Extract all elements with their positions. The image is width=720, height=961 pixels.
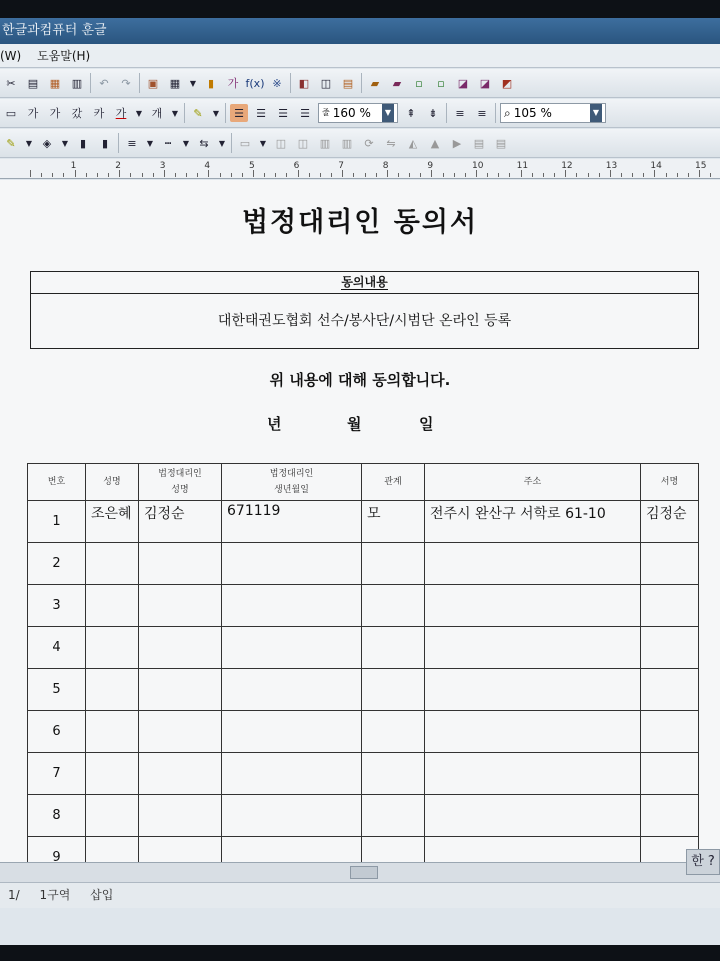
mail-merge-icon[interactable]: ◩ [501,76,513,90]
status-insert-mode[interactable]: 삽입 [90,888,114,902]
header-guardian-name: 법정대리인 성명 [139,464,222,501]
chevron-down-icon[interactable]: ▼ [590,104,602,122]
align-right-icon[interactable]: ☰ [300,106,310,120]
ruler-tick [465,173,466,177]
line-style-icon[interactable]: ≡ [127,136,137,150]
cell-name[interactable] [86,627,139,669]
spacing-decrease-icon[interactable]: ⇟ [428,106,438,120]
ruler-tick [164,170,165,177]
ruler-tick [409,173,410,177]
chart-icon[interactable]: ▮ [207,76,215,90]
header-name: 성명 [86,464,139,501]
zoom-select[interactable] [500,103,606,123]
chevron-down-icon[interactable]: ▼ [218,138,226,148]
ruler-tick [610,170,611,177]
cell-relation[interactable] [362,669,425,711]
ruler-number: 10 [472,161,484,171]
ruler-tick [599,173,600,177]
status-bar [0,882,720,908]
separator [361,73,362,93]
endnote-icon[interactable]: ▫ [437,76,445,90]
standard-toolbar [0,69,720,98]
cell-number[interactable]: 7 [28,753,86,795]
cell-signature[interactable] [641,627,699,669]
bring-forward-icon[interactable]: ▮ [79,136,87,150]
more-icon[interactable]: ▤ [495,136,507,150]
ruler-number: 11 [516,161,529,171]
shape-icon[interactable]: ◪ [457,76,469,90]
cell-address[interactable] [425,585,641,627]
ruler-tick [175,173,176,177]
ruler-tick [621,173,622,177]
ruler-tick [242,173,243,177]
table-row [28,501,699,543]
ruler-tick [97,173,98,177]
separator [118,133,119,153]
table-row [28,669,699,711]
cell-name[interactable] [86,669,139,711]
highlight-icon[interactable]: ✎ [193,106,203,120]
cell-relation[interactable] [362,585,425,627]
align-left-icon[interactable]: ☰ [256,106,266,120]
draw-text-icon[interactable]: 가 [227,77,239,90]
ruler-tick [286,173,287,177]
ruler-tick [588,173,589,177]
cell-relation[interactable]: 모 [362,501,425,543]
cell-guardian-name[interactable] [139,795,222,837]
ruler-number: 15 [695,161,707,171]
ruler-tick [86,173,87,177]
ruler-tick [63,173,64,177]
cell-address[interactable] [425,711,641,753]
ruler-tick [342,170,343,177]
table-icon[interactable]: ▦ [169,76,181,90]
ruler-tick [320,173,321,177]
table-row [28,795,699,837]
consent-box [30,271,699,349]
ruler-tick [710,173,711,177]
flip-icon[interactable]: ⇋ [386,136,396,150]
separator [290,73,291,93]
spacing-increase-icon[interactable]: ⇞ [406,106,416,120]
ruler-tick [476,170,477,177]
ruler-tick [677,173,678,177]
line-spacing-label-icon: 줄 [322,108,330,117]
bullet-list-icon[interactable]: ≡ [477,106,487,120]
formula-icon[interactable]: f(x) [245,76,265,90]
cell-address[interactable] [425,795,641,837]
cell-guardian-birthdate[interactable] [222,711,362,753]
ruler-tick [643,173,644,177]
cell-relation[interactable] [362,543,425,585]
style-box-icon[interactable]: ▭ [5,106,17,120]
ruler-tick [699,170,700,177]
ruler-tick [253,170,254,177]
cell-guardian-name[interactable] [139,627,222,669]
ruler-tick [197,173,198,177]
ruler-tick [532,173,533,177]
consent-header-text: 동의내용 [341,275,388,289]
ruler-number: 9 [427,161,434,171]
arrow-style-icon[interactable]: ⇆ [199,136,209,150]
chevron-down-icon[interactable]: ▼ [189,78,197,88]
cell-guardian-name[interactable] [139,753,222,795]
header-guardian-birthdate: 법정대리인 생년월일 [222,464,362,501]
ruler-tick [654,170,655,177]
strikethrough-icon[interactable]: 카 [93,107,105,120]
cell-guardian-name[interactable] [139,837,222,863]
distribute-icon[interactable]: ▥ [341,136,353,150]
ruler-tick [52,173,53,177]
cell-number[interactable]: 2 [28,543,86,585]
ruler-tick [331,173,332,177]
ruler-tick [376,173,377,177]
ruler-tick [153,173,154,177]
table-row [28,543,699,585]
ruler-tick [353,173,354,177]
chevron-down-icon[interactable]: ▼ [182,138,190,148]
ruler-number: 12 [561,161,573,171]
cell-guardian-name[interactable] [139,711,222,753]
drawing-toolbar [0,129,720,158]
ungroup-icon[interactable]: ◫ [297,136,309,150]
cell-name[interactable] [86,543,139,585]
ruler-number: 1 [70,161,77,171]
ruler-tick [365,173,366,177]
cell-address[interactable] [425,627,641,669]
cell-guardian-birthdate[interactable] [222,543,362,585]
ruler-number: 3 [159,161,166,171]
ruler-tick [186,173,187,177]
cell-guardian-birthdate[interactable] [222,795,362,837]
ruler-tick [30,170,31,177]
ruler-tick [220,173,221,177]
table-row [28,753,699,795]
header-number: 번호 [28,464,86,501]
menu-item-window[interactable]: (W) [0,49,22,63]
chevron-down-icon[interactable]: ▼ [259,138,267,148]
cell-relation[interactable] [362,627,425,669]
line-color-icon[interactable]: ✎ [6,136,16,150]
menu-item-help[interactable]: 도움말(H) [37,49,91,63]
fill-color-icon[interactable]: ◈ [42,136,52,150]
table-row [28,837,699,863]
rotate-icon[interactable]: ⟳ [364,136,374,150]
ruler-tick [130,173,131,177]
ruler-tick [431,170,432,177]
cell-name[interactable] [86,837,139,863]
ruler-number: 5 [249,161,255,171]
cell-guardian-name[interactable] [139,585,222,627]
ruler-tick [309,173,310,177]
scrollbar-thumb[interactable] [350,866,378,879]
shadow-icon[interactable]: ▭ [239,136,251,150]
input-language-indicator[interactable]: 한 ? [686,849,720,875]
cell-guardian-name[interactable] [139,543,222,585]
ruler-tick [142,173,143,177]
chevron-down-icon[interactable]: ▼ [25,138,33,148]
chevron-down-icon[interactable]: ▼ [146,138,154,148]
header-address: 주소 [425,464,641,501]
chevron-down-icon[interactable]: ▼ [382,104,394,122]
cell-signature[interactable] [641,753,699,795]
ruler-number: 14 [650,161,662,171]
ruler-tick [454,173,455,177]
header-relation: 관계 [362,464,425,501]
cell-signature[interactable] [641,669,699,711]
ruler-tick [554,173,555,177]
char-shape-icon[interactable]: 개 [151,107,163,120]
separator [90,73,91,93]
shape-2-icon[interactable]: ◪ [479,76,491,90]
cell-guardian-name[interactable]: 김정순 [139,501,222,543]
undo-icon[interactable]: ↶ [99,76,109,90]
separator [446,103,447,123]
footnote-icon[interactable]: ▫ [415,76,423,90]
redo-icon[interactable]: ↷ [121,76,131,90]
align-justify-icon[interactable]: ☰ [230,104,248,122]
numbered-list-icon[interactable]: ≡ [455,106,465,120]
separator [184,103,185,123]
cell-signature[interactable]: 김정순 [641,501,699,543]
cell-number[interactable]: 3 [28,585,86,627]
copy-format-icon[interactable]: ▦ [49,76,61,90]
consent-header [31,272,698,294]
menu-bar [0,44,720,68]
table-row [28,711,699,753]
cell-number[interactable]: 6 [28,711,86,753]
footer-icon[interactable]: ▰ [392,76,402,90]
line-dash-icon[interactable]: ┅ [164,136,172,150]
window-title: 한글과컴퓨터 훈글 [2,23,107,38]
zoom-icon: ⌕ [504,106,511,120]
date-day: 일 [419,415,434,433]
agree-statement: 위 내용에 대해 동의합니다. [269,371,451,389]
table-header-row [28,464,699,501]
cell-relation[interactable] [362,837,425,863]
memo-icon[interactable]: ▤ [342,76,354,90]
ruler-number: 4 [204,161,211,171]
ruler-tick [298,170,299,177]
cut-icon[interactable]: ✂ [6,76,16,90]
date-year: 년 [267,415,282,433]
ruler-tick [264,173,265,177]
cell-name[interactable] [86,753,139,795]
cell-number[interactable]: 1 [28,501,86,543]
shape-3d-icon[interactable]: ◭ [408,136,418,150]
cell-address[interactable] [425,669,641,711]
cell-relation[interactable] [362,711,425,753]
cell-number[interactable]: 9 [28,837,86,863]
status-section: 1구역 [39,888,71,902]
ruler-tick [576,173,577,177]
ruler-tick [75,170,76,177]
cell-name[interactable] [86,711,139,753]
cell-signature[interactable] [641,711,699,753]
hyperlink-icon[interactable]: ◫ [320,76,332,90]
header-signature: 서명 [641,464,699,501]
ruler-number: 2 [115,161,121,171]
header-icon[interactable]: ▰ [370,76,380,90]
cell-relation[interactable] [362,753,425,795]
ruler-tick [387,170,388,177]
cell-guardian-birthdate[interactable] [222,585,362,627]
cell-guardian-birthdate[interactable] [222,753,362,795]
format-toolbar [0,99,720,128]
ruler-tick [108,173,109,177]
cell-number[interactable]: 8 [28,795,86,837]
cell-guardian-birthdate[interactable] [222,669,362,711]
chevron-down-icon[interactable]: ▼ [171,108,179,118]
table-row [28,627,699,669]
cell-name[interactable]: 조은혜 [86,501,139,543]
italic-icon[interactable]: 가 [49,107,61,120]
monitor-bezel-bottom [0,945,720,961]
send-backward-icon[interactable]: ▮ [101,136,109,150]
align-objects-icon[interactable]: ▥ [319,136,331,150]
ruler-tick [443,173,444,177]
picture-icon[interactable]: ▣ [147,76,159,90]
ruler-tick [666,173,667,177]
paste-icon[interactable]: ▤ [27,76,39,90]
separator [139,73,140,93]
separator [495,103,496,123]
ruler-tick [543,173,544,177]
ruler-number: 13 [605,161,618,171]
horizontal-scrollbar[interactable] [0,854,720,882]
group-icon[interactable]: ◫ [275,136,287,150]
ruler-tick [398,173,399,177]
chevron-down-icon[interactable]: ▼ [61,138,69,148]
ruler-tick [420,173,421,177]
ruler-tick [231,173,232,177]
cell-guardian-birthdate[interactable] [222,837,362,863]
zoom-value: 105 % [513,106,552,120]
ruler-tick [498,173,499,177]
bookmark-icon[interactable]: ◧ [298,76,310,90]
cell-address[interactable]: 전주시 완산구 서학로 61-10 [425,501,641,543]
ruler-tick [632,173,633,177]
cell-name[interactable] [86,585,139,627]
cell-signature[interactable] [641,585,699,627]
chevron-down-icon[interactable]: ▼ [135,108,143,118]
consent-text: 대한태권도협회 선수/봉사단/시범단 온라인 등록 [217,313,512,329]
horizontal-ruler[interactable] [0,159,720,179]
cell-number[interactable]: 5 [28,669,86,711]
symbol-icon[interactable]: ※ [272,76,282,90]
ruler-tick [521,170,522,177]
ruler-tick [509,173,510,177]
ruler-tick [565,170,566,177]
cell-signature[interactable] [641,543,699,585]
cell-name[interactable] [86,795,139,837]
table-row [28,585,699,627]
ruler-number: 6 [293,161,300,171]
title-bar [0,18,720,44]
cell-guardian-birthdate[interactable] [222,627,362,669]
ruler-tick [119,170,120,177]
ruler-tick [275,173,276,177]
cell-signature[interactable] [641,795,699,837]
separator [225,103,226,123]
ruler-tick [208,170,209,177]
chevron-down-icon[interactable]: ▼ [212,108,220,118]
cell-guardian-name[interactable] [139,669,222,711]
line-spacing-select[interactable] [318,103,398,123]
line-spacing-value: 160 % [332,106,371,120]
cell-address[interactable] [425,543,641,585]
cell-relation[interactable] [362,795,425,837]
ruler-number: 8 [382,161,389,171]
play-icon[interactable]: ▶ [452,136,462,150]
monitor-bezel-top [0,0,720,18]
separator [231,133,232,153]
cell-address[interactable] [425,753,641,795]
ruler-tick [41,173,42,177]
status-page: 1/ [8,888,20,902]
consent-table [27,463,699,862]
font-color-icon[interactable]: 가 [115,107,127,120]
ruler-number: 7 [338,161,344,171]
document-title: 법정대리인 동의서 [241,207,479,238]
align-center-icon[interactable]: ☰ [278,106,288,120]
underline-icon[interactable]: 갔 [71,107,83,120]
object-props-icon[interactable]: ▤ [473,136,485,150]
cell-address[interactable] [425,837,641,863]
triangle-icon[interactable]: ▲ [430,136,440,150]
date-month: 월 [347,415,362,433]
ruler-tick [688,173,689,177]
ruler-tick [487,173,488,177]
cell-number[interactable]: 4 [28,627,86,669]
bold-icon[interactable]: 가 [27,107,39,120]
document-page[interactable] [0,180,720,862]
cell-guardian-birthdate[interactable]: 671119 [222,501,362,543]
format-painter-icon[interactable]: ▥ [71,76,83,90]
